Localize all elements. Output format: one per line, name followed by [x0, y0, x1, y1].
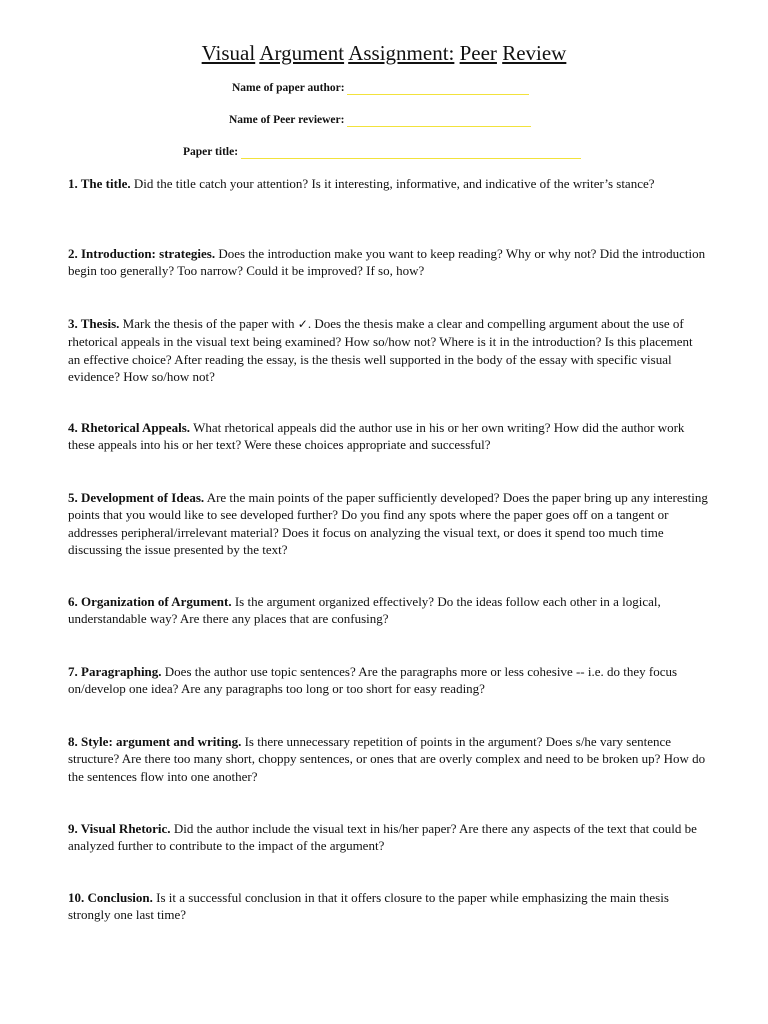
question-text: Mark the thesis of the paper with	[122, 316, 295, 331]
checkmark-icon: ✓	[297, 317, 308, 331]
question-heading: 7. Paragraphing.	[68, 664, 162, 679]
question-2	[68, 245, 708, 280]
question-heading: 3. Thesis.	[68, 316, 120, 331]
paper-title-blank-line[interactable]	[241, 145, 581, 159]
question-heading: 2. Introduction: strategies.	[68, 246, 216, 261]
title-word: Visual	[201, 41, 256, 65]
question-text: Is there unnecessary repetition of points in the argument? Does s/he vary sentence structure? Are there too many short, choppy sentences, or ones that are overly complex and need to be broken up? How do the sentences flow into one another?	[68, 734, 706, 784]
question-heading: 9. Visual Rhetoric.	[68, 821, 171, 836]
question-text: Did the author include the visual text in his/her paper? Are there any aspects of the text that could be analyzed further to contribute to the impact of the argument?	[68, 821, 697, 854]
reviewer-field	[229, 113, 531, 127]
title-word: Peer	[459, 41, 497, 65]
question-heading: 6. Organization of Argument.	[68, 594, 232, 609]
question-heading: 5. Development of Ideas.	[68, 490, 205, 505]
question-text: Are the main points of the paper sufficiently developed? Does the paper bring up any interesting points that you would like to see developed further? Do you find any spots where the paper goes off on a tangent or addresses peripheral/irrelevant material? Does it focus on analyzing the visual text, or does it spend too much time discussing the issue presented by the text?	[68, 490, 708, 557]
question-text: Does the introduction make you want to keep reading? Why or why not? Did the introduction begin too generally? Too narrow? Could it be improved? If so, how?	[68, 246, 706, 279]
question-6	[68, 593, 708, 628]
question-3	[68, 315, 708, 385]
author-blank-line[interactable]	[347, 81, 529, 95]
question-1	[68, 175, 708, 192]
question-text: Is the argument organized effectively? Do the ideas follow each other in a logical, understandable way? Are there any places that are confusing?	[68, 594, 661, 627]
question-heading: 4. Rhetorical Appeals.	[68, 420, 191, 435]
title-word: Argument	[259, 41, 345, 65]
question-9	[68, 820, 708, 855]
paper-title-field	[183, 145, 581, 159]
question-text: . Does the thesis make a clear and compelling argument about the use of rhetorical appeals in the visual text being examined? How so/how not? Where is it in the introduction? Is this placement an effective choice? After reading the essay, is the thesis well supported in the body of the essay with specific visual evidence? How so/how not?	[68, 316, 693, 384]
question-7	[68, 663, 708, 698]
question-5	[68, 489, 708, 558]
page-title	[0, 40, 768, 66]
reviewer-blank-line[interactable]	[347, 113, 531, 127]
question-4	[68, 419, 708, 454]
author-field-label: Name of paper author:	[232, 82, 345, 94]
question-8	[68, 733, 708, 785]
question-heading: 1. The title.	[68, 176, 131, 191]
title-word: Review	[502, 41, 567, 65]
question-10	[68, 889, 708, 924]
question-text: Did the title catch your attention? Is it interesting, informative, and indicative of the writer’s stance?	[133, 176, 655, 191]
question-text: Does the author use topic sentences? Are the paragraphs more or less cohesive -- i.e. do they focus on/develop one idea? Are any paragraphs too long or too short for easy reading?	[68, 664, 678, 697]
title-word: Assignment:	[348, 41, 455, 65]
question-heading: 8. Style: argument and writing.	[68, 734, 242, 749]
question-heading: 10. Conclusion.	[68, 890, 153, 905]
paper-title-field-label: Paper title:	[183, 146, 239, 158]
reviewer-field-label: Name of Peer reviewer:	[229, 114, 345, 126]
author-field	[232, 81, 529, 95]
question-text: Is it a successful conclusion in that it offers closure to the paper while emphasizing the main thesis strongly one last time?	[68, 890, 669, 923]
question-text: What rhetorical appeals did the author use in his or her own writing? How did the author work these appeals into his or her text? Were these choices appropriate and successful?	[68, 420, 685, 453]
